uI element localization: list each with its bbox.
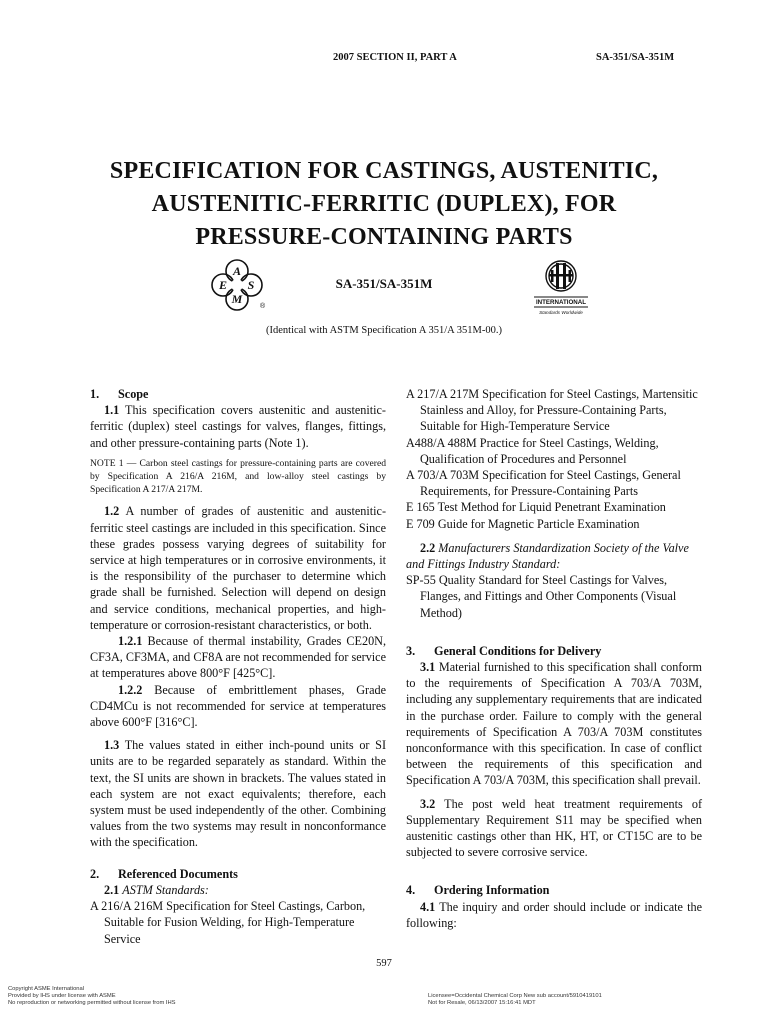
- asme-letter-a: A: [232, 264, 242, 278]
- footer-not-for-resale: Not for Resale, 06/13/2007 15:16:41 MDT: [428, 1000, 536, 1007]
- reference-e165: E 165 Test Method for Liquid Penetrant Examination: [406, 500, 666, 515]
- title-line: PRESSURE-CONTAINING PARTS: [195, 224, 573, 250]
- paragraph-text: Because of thermal instability, Grades CE20N, CF3A, CF3MA, and CF8A are not recommended for service at temperatures above 800°F [425°C].: [90, 634, 387, 681]
- spec-code: SA-351/SA-351M: [335, 276, 433, 291]
- paragraph-text: A number of grades of austenitic and austenitic-ferritic steel castings are included in this specification. Since these grades possess varying degrees of suitability for service at high temperatures or in corrosive environments, it is the responsibility of the purchaser to determine which grade shall be furnished. Selection will depend on design and service conditions, mechanical properties, and high-temperature or corrosion-resistant characteristics, or both.: [90, 504, 387, 632]
- paragraph-1-2: [90, 503, 386, 633]
- registered-mark: ®: [260, 303, 266, 310]
- section-number: 4.: [406, 883, 416, 898]
- paragraph-text: This specification covers austenitic and austenitic-ferritic (duplex) steel castings for valves, flanges, fittings, and other pressure-containing parts (Note 1).: [90, 403, 386, 450]
- section-title: Scope: [118, 387, 149, 401]
- asme-letter-s: S: [247, 278, 255, 292]
- paragraph-label: 3.2: [420, 796, 436, 811]
- paragraph-label: 1.2: [104, 504, 120, 519]
- paragraph-label: 4.1: [420, 899, 436, 914]
- paragraph-label: 2.1: [104, 882, 120, 897]
- paragraph-label: 2.2: [420, 540, 436, 555]
- reference-a488: A488/A 488M Practice for Steel Castings, Welding, Qualification of Procedures and Personnel: [406, 435, 659, 466]
- reference-a217: A 217/A 217M Specification for Steel Castings, Martensitic Stainless and Alloy, for Pressure-Containing Parts, Suitable for High-Temperature Service: [406, 387, 698, 434]
- footer-licensee: Licensee=Occidental Chemical Corp New sub account/5910419101: [428, 993, 602, 999]
- paragraph-2-2: [406, 540, 702, 572]
- reference-e709: E 709 Guide for Magnetic Particle Examination: [406, 516, 640, 531]
- paragraph-label: 1.1: [104, 403, 120, 418]
- right-column: [406, 386, 702, 931]
- paragraph-3-1: [406, 659, 702, 789]
- section-heading-referenced-documents: [90, 866, 386, 882]
- identical-with-note: (Identical with ASTM Specification A 351/A 351M-00.): [266, 325, 502, 336]
- paragraph-1-2-2: [90, 682, 386, 731]
- note-1: NOTE 1 — Carbon steel castings for pressure-containing parts are covered by Specification A 216/A 216M, and low-alloy steel castings by Specification A 217/A 217M.: [90, 457, 386, 496]
- astm-tagline: Standards Worldwide: [539, 310, 583, 315]
- paragraph-text: Material furnished to this specification shall conform to the requirements of Specification A 703/A 703M, including any supplementary requirements that are indicated in the purchase order. Failure to comply with the general requirements of Specification A 703/A 703M constitutes nonconformance with this specification. In case of conflict between the requirements of this specification and Specification A 703/A 703M, this specification shall prevail.: [406, 660, 702, 788]
- footer-copyright: Copyright ASME International: [8, 986, 85, 992]
- footer-right: [428, 993, 602, 1007]
- astm-international-word: INTERNATIONAL: [535, 299, 587, 306]
- title-line: AUSTENITIC-FERRITIC (DUPLEX), FOR: [151, 191, 617, 217]
- paragraph-text: The inquiry and order should include or indicate the following:: [406, 899, 702, 930]
- paragraph-text: The post weld heat treatment requirements of Supplementary Requirement S11 may be specified when austenitic castings other than HK, HT, or CT15C are to be subjected to severe corrosive service.: [406, 796, 703, 860]
- title-line: SPECIFICATION FOR CASTINGS, AUSTENITIC,: [109, 158, 659, 184]
- section-heading-scope: [90, 386, 386, 402]
- section-title: General Conditions for Delivery: [434, 643, 602, 658]
- asme-letter-m: M: [231, 292, 243, 306]
- reference-a216: A 216/A 216M Specification for Steel Castings, Carbon, Suitable for Fusion Welding, for High-Temperature Service: [90, 899, 366, 946]
- paragraph-1-1: [90, 402, 386, 451]
- paragraph-text: ASTM Standards:: [122, 882, 209, 897]
- running-header-center: 2007 SECTION II, PART A: [333, 52, 457, 63]
- running-header-code: SA-351/SA-351M: [596, 52, 675, 63]
- paragraph-1-2-1: [90, 633, 386, 682]
- page-number: 597: [376, 958, 392, 969]
- paragraph-text: The values stated in either inch-pound units or SI units are to be regarded separately as standard. Within the text, the SI units are shown in brackets. The values stated in each system are not exact equivalents; therefore, each system must be used independently of the other. Combining values from the two systems may result in nonconformance with the specification.: [90, 738, 386, 850]
- section-title: Referenced Documents: [118, 866, 238, 881]
- footer-no-reproduction: No reproduction or networking permitted without license from IHS: [8, 1000, 176, 1007]
- paragraph-2-1: [90, 882, 386, 898]
- section-heading-general-conditions: [406, 643, 702, 659]
- paragraph-3-2: [406, 796, 702, 861]
- footer-provided-by: Provided by IHS under license with ASME: [8, 993, 116, 1000]
- left-column: [90, 386, 386, 947]
- document-title: [0, 155, 768, 254]
- asme-letter-e: E: [218, 278, 228, 292]
- section-title: Ordering Information: [434, 883, 550, 898]
- paragraph-text: Manufacturers Standardization Society of the Valve and Fittings Industry Standard:: [406, 540, 689, 572]
- reference-a703: A 703/A 703M Specification for Steel Castings, General Requirements, for Pressure-Containing Parts: [406, 468, 681, 499]
- footer-left: [8, 986, 176, 1008]
- section-heading-ordering-information: [406, 882, 702, 898]
- paragraph-text: Because of embrittlement phases, Grade CD4MCu is not recommended for service at temperatures above 600°F [316°C].: [90, 682, 386, 730]
- astm-logo: [530, 254, 592, 320]
- section-number: 2.: [90, 866, 100, 881]
- paragraph-4-1: [406, 899, 702, 931]
- reference-sp55: SP-55 Quality Standard for Steel Castings for Valves, Flanges, and Fittings and Other Components (Visual Method): [406, 573, 677, 620]
- section-number: 1.: [90, 387, 100, 401]
- paragraph-label: 3.1: [420, 660, 436, 675]
- paragraph-label: 1.2.1: [118, 634, 143, 649]
- paragraph-1-3: [90, 737, 386, 850]
- paragraph-label: 1.2.2: [118, 682, 143, 697]
- section-number: 3.: [406, 643, 416, 658]
- paragraph-label: 1.3: [104, 738, 120, 753]
